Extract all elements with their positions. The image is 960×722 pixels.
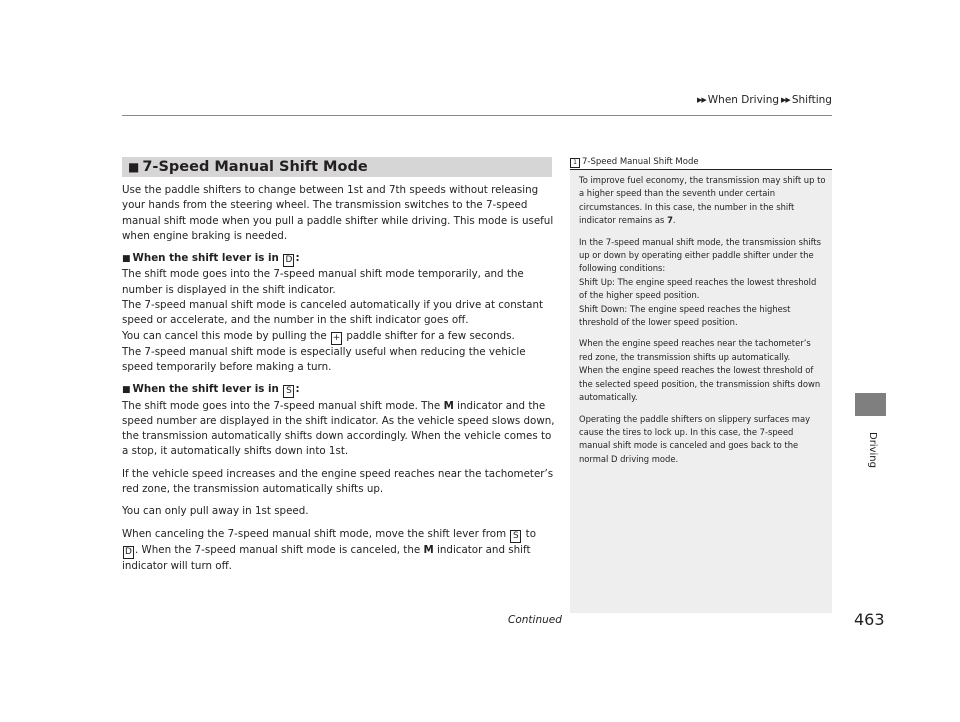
sidebar-note-body bbox=[579, 174, 826, 474]
bullet-square-icon: ■ bbox=[122, 385, 131, 396]
body-line: The 7-speed manual shift mode is canceled automatically if you drive at constant speed or accelerate, and the number in the shift indicator goes off. bbox=[122, 299, 544, 327]
sidebar-paragraph: In the 7-speed manual shift mode, the transmission shifts up or down by operating either paddle shifter under the following conditions: Shift Up: The engine speed reaches the lowest threshold of the higher speed position. Shift Down: The engine speed reaches the highest threshold of the lower speed position. bbox=[579, 236, 822, 328]
m-indicator: M bbox=[423, 543, 434, 556]
plus-paddle-key-icon: + bbox=[332, 332, 341, 343]
bullet-square-icon: ■ bbox=[128, 160, 140, 174]
chapter-tab-label: Driving bbox=[867, 432, 878, 468]
sidebar-paragraph: Operating the paddle shifters on slippery surfaces may cause the tires to lock up. In this case, the 7-speed manual shift mode is canceled and goes back to the normal D driving mode. bbox=[579, 413, 811, 464]
sidebar-note-header bbox=[570, 155, 832, 170]
s-position-key-icon: S bbox=[283, 385, 294, 398]
body-line: The shift mode goes into the 7-speed manual shift mode temporarily, and the number is displayed in the shift indicator. bbox=[122, 268, 524, 296]
body-paragraph: When canceling the 7-speed manual shift mode, move the shift lever from S to D . When the 7-speed manual shift mode is canceled, the M indicator and shift indicator will turn off. bbox=[122, 527, 537, 572]
body-line: You can cancel this mode by pulling the + paddle shifter for a few seconds. bbox=[122, 329, 515, 343]
intro-paragraph: Use the paddle shifters to change between 1st and 7th speeds without releasing your hands from the steering wheel. The transmission switches to the 7-speed manual shift mode when you pull a paddle shifter while driving. This mode is useful when engine braking is needed. bbox=[122, 184, 554, 242]
sidebar-note-title: 7-Speed Manual Shift Mode bbox=[582, 157, 699, 167]
body-paragraph: If the vehicle speed increases and the engine speed reaches near the tachometer’s red zone, the transmission automatically shifts up. bbox=[122, 467, 554, 496]
bullet-square-icon: ■ bbox=[122, 254, 131, 265]
body-line: The 7-speed manual shift mode is especially useful when reducing the vehicle speed temporarily before making a turn. bbox=[122, 345, 526, 373]
breadcrumb bbox=[697, 94, 832, 106]
main-body bbox=[122, 183, 556, 581]
section-title: 7-Speed Manual Shift Mode bbox=[142, 159, 368, 175]
breadcrumb-separator-icon: ▶▶ bbox=[781, 96, 790, 104]
sidebar-paragraph: To improve fuel economy, the transmission may shift up to a higher speed than the seventh under certain circumstances. In this case, the number in the shift indicator remains as 7. bbox=[579, 175, 826, 226]
d-position-key-icon: D bbox=[283, 254, 294, 267]
subheading-s: ■ When the shift lever is in S : bbox=[122, 383, 300, 397]
m-indicator: M bbox=[443, 399, 454, 412]
breadcrumb-arrow-icon: ▶▶ bbox=[697, 96, 706, 104]
shift-number: 7 bbox=[667, 215, 673, 226]
breadcrumb-section[interactable]: When Driving bbox=[707, 94, 780, 106]
d-position-key-icon: D bbox=[123, 546, 134, 559]
body-paragraph: The shift mode goes into the 7-speed manual shift mode. The M indicator and the speed number are displayed in the shift indicator. As the vehicle speed slows down, the transmission automatically shifts down accordingly. When the vehicle comes to a stop, it automatically shifts down into 1st. bbox=[122, 399, 555, 458]
continued-label: Continued bbox=[508, 614, 562, 626]
breadcrumb-subsection[interactable]: Shifting bbox=[791, 94, 832, 106]
subheading-d: ■ When the shift lever is in D : bbox=[122, 252, 300, 266]
page-number: 463 bbox=[854, 610, 885, 629]
chapter-tab-marker bbox=[855, 393, 886, 416]
sidebar-paragraph: When the engine speed reaches near the tachometer’s red zone, the transmission shifts up automatically. When the engine speed reaches the lowest threshold of the selected speed position, the transmission shifts down automatically. bbox=[579, 338, 821, 403]
s-position-key-icon: S bbox=[510, 530, 521, 543]
section-heading bbox=[122, 157, 552, 177]
header-divider bbox=[122, 115, 832, 116]
note-reference-icon: 1 bbox=[570, 158, 580, 168]
body-paragraph: You can only pull away in 1st speed. bbox=[122, 505, 309, 518]
